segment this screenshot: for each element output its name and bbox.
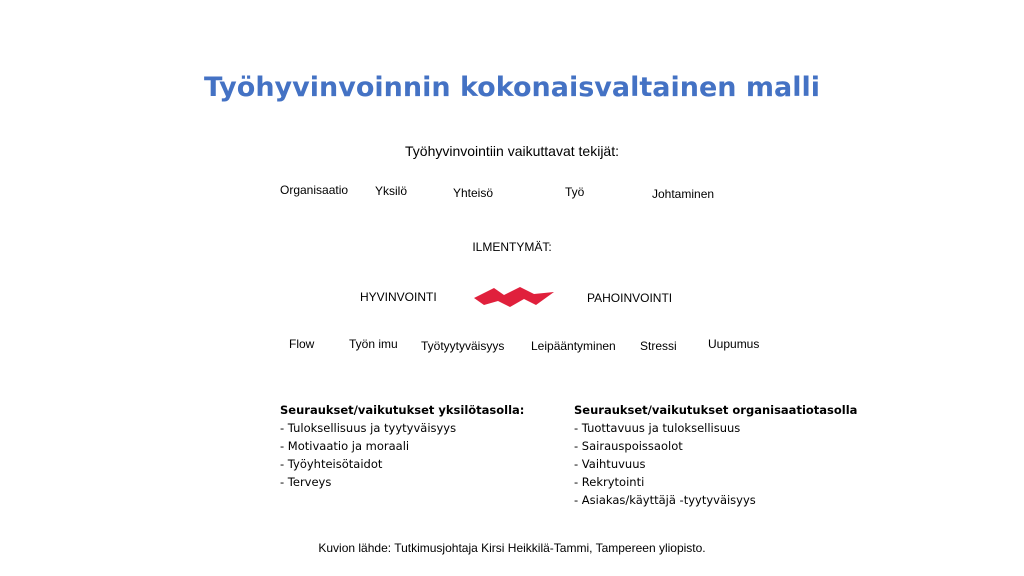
pole-wellbeing: HYVINVOINTI: [360, 290, 437, 304]
individual-consequences-list: [280, 419, 524, 491]
pole-illbeing: PAHOINVOINTI: [587, 291, 673, 305]
factor-tyo: Työ: [565, 185, 585, 199]
lightning-arrow-icon: [474, 285, 554, 311]
state-stressi: Stressi: [640, 339, 677, 353]
list-item: - Työyhteisötaidot: [280, 457, 383, 471]
list-item: - Tuottavuus ja tuloksellisuus: [574, 421, 741, 435]
organization-consequences-list: [574, 419, 857, 509]
organization-consequences-heading: Seuraukset/vaikutukset organisaatiotasolla: [574, 403, 858, 417]
list-item: - Asiakas/käyttäjä -tyytyväisyys: [574, 493, 756, 507]
factor-yhteiso: Yhteisö: [453, 186, 494, 200]
factors-heading: Työhyvinvointiin vaikuttavat tekijät:: [405, 143, 619, 159]
list-item: - Tuloksellisuus ja tyytyväisyys: [280, 421, 457, 435]
list-item: - Vaihtuvuus: [574, 457, 646, 471]
state-uupumus: Uupumus: [708, 337, 760, 351]
state-leipaantyminen: Leipääntyminen: [531, 339, 616, 353]
state-tyon-imu: Työn imu: [349, 337, 398, 351]
list-item: - Motivaatio ja moraali: [280, 439, 410, 453]
individual-consequences: [280, 401, 524, 491]
organization-consequences: [574, 401, 857, 509]
source-note: Kuvion lähde: Tutkimusjohtaja Kirsi Heikkilä-Tammi, Tampereen yliopisto.: [318, 541, 706, 555]
state-flow: Flow: [289, 337, 315, 351]
list-item: - Sairauspoissaolot: [574, 439, 683, 453]
list-item: - Rekrytointi: [574, 475, 645, 489]
state-tyotyytyvaisyys: Työtyytyväisyys: [421, 339, 505, 353]
individual-consequences-heading: Seuraukset/vaikutukset yksilötasolla:: [280, 403, 525, 417]
factor-johtaminen: Johtaminen: [652, 187, 715, 201]
list-item: - Terveys: [280, 475, 332, 489]
manifestations-label: ILMENTYMÄT:: [472, 240, 552, 254]
factor-yksilo: Yksilö: [375, 184, 408, 198]
factor-organisaatio: Organisaatio: [280, 183, 349, 197]
slide-title: Työhyvinvoinnin kokonaisvaltainen malli: [203, 72, 821, 103]
